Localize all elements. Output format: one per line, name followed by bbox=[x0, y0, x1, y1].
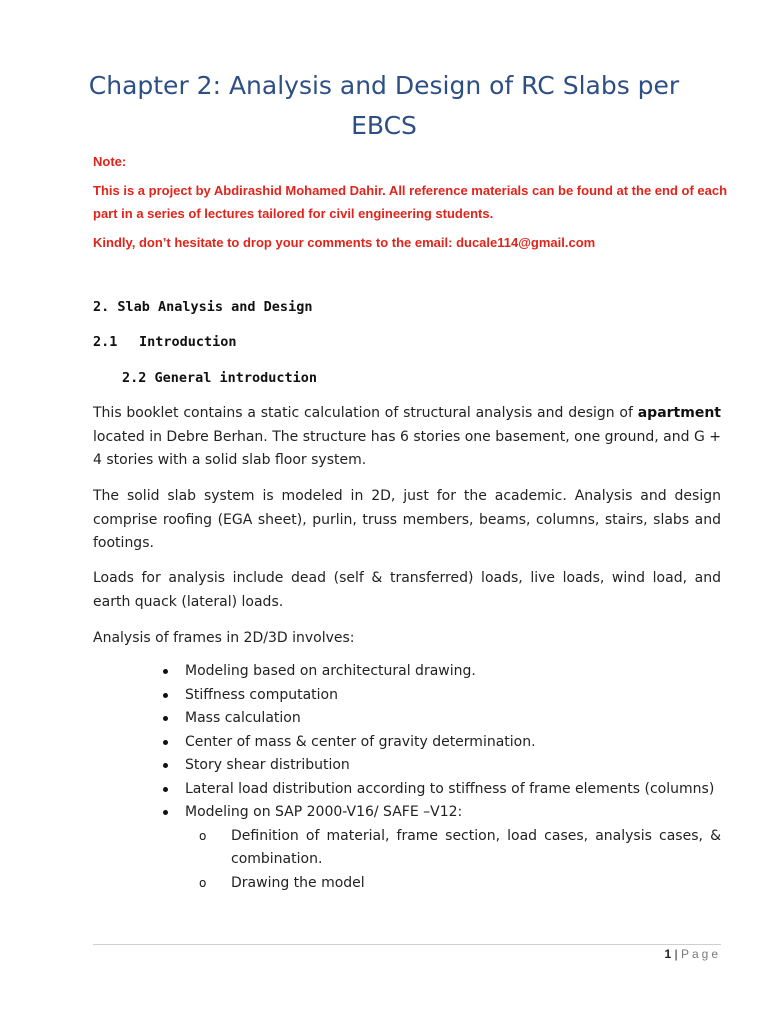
sap-modeling-sublist bbox=[185, 825, 721, 896]
paragraph-booklet bbox=[93, 402, 721, 473]
heading-introduction bbox=[93, 334, 237, 350]
bullet-icon bbox=[163, 763, 168, 768]
chapter-title: Chapter 2: Analysis and Design of RC Slabs per EBCS bbox=[88, 71, 680, 140]
heading-introduction-number: 2.1 bbox=[93, 334, 118, 350]
list-item: Story shear distribution bbox=[93, 754, 721, 778]
page-word: Page bbox=[680, 947, 721, 961]
paragraph-booklet-start: This booklet contains a static calculation of structural analysis and design of bbox=[93, 405, 633, 421]
page-footer bbox=[664, 947, 721, 961]
bullet-icon bbox=[163, 740, 168, 745]
list-item: Modeling on SAP 2000-V16/ SAFE –V12: o Definition of material, frame section, load cases, analysis cases, & combination. o Drawing the model bbox=[93, 801, 721, 895]
sub-list-item: o Drawing the model bbox=[185, 872, 721, 896]
paragraph-loads: Loads for analysis include dead (self & transferred) loads, live loads, wind load, and earth quack (lateral) loads. bbox=[93, 570, 721, 610]
note-email-text: Kindly, don’t hesitate to drop your comments to the email: ducale114@gmail.com bbox=[93, 235, 596, 250]
paragraph-booklet-end: located in Debre Berhan. The structure has 6 stories one basement, one ground, and G + 4 stories with a solid slab floor system. bbox=[93, 428, 721, 468]
footer-divider bbox=[93, 944, 721, 945]
heading-general-introduction: 2.2 General introduction bbox=[122, 370, 318, 386]
circle-bullet-icon: o bbox=[199, 828, 207, 843]
sub-list-item: o Definition of material, frame section, load cases, analysis cases, & combination. bbox=[185, 825, 721, 872]
bullet-icon bbox=[163, 810, 168, 815]
paragraph-booklet-bold: apartment bbox=[637, 405, 721, 421]
bullet-icon bbox=[163, 693, 168, 698]
heading-slab-analysis: 2. Slab Analysis and Design bbox=[93, 299, 313, 315]
list-item: Lateral load distribution according to stiffness of frame elements (columns) bbox=[93, 778, 721, 802]
list-item: Mass calculation bbox=[93, 707, 721, 731]
heading-introduction-text: Introduction bbox=[139, 334, 237, 350]
bullet-icon bbox=[163, 669, 168, 674]
list-item: Center of mass & center of gravity determination. bbox=[93, 731, 721, 755]
analysis-steps-list bbox=[93, 660, 721, 895]
paragraph-analysis-frames: Analysis of frames in 2D/3D involves: bbox=[93, 630, 355, 646]
page-separator: | bbox=[674, 947, 678, 961]
paragraph-solid-slab: The solid slab system is modeled in 2D, just for the academic. Analysis and design comprise roofing (EGA sheet), purlin, truss members, beams, columns, stairs, slabs and footings. bbox=[93, 488, 721, 551]
bullet-icon bbox=[163, 787, 168, 792]
note-label: Note: bbox=[93, 154, 127, 169]
list-item: Modeling based on architectural drawing. bbox=[93, 660, 721, 684]
note-author-text: This is a project by Abdirashid Mohamed Dahir. All reference materials can be found at the end of each part in a series of lectures tailored for civil engineering students. bbox=[93, 183, 728, 221]
page-number: 1 bbox=[664, 947, 672, 961]
list-item: Stiffness computation bbox=[93, 684, 721, 708]
circle-bullet-icon: o bbox=[199, 875, 207, 890]
bullet-icon bbox=[163, 716, 168, 721]
